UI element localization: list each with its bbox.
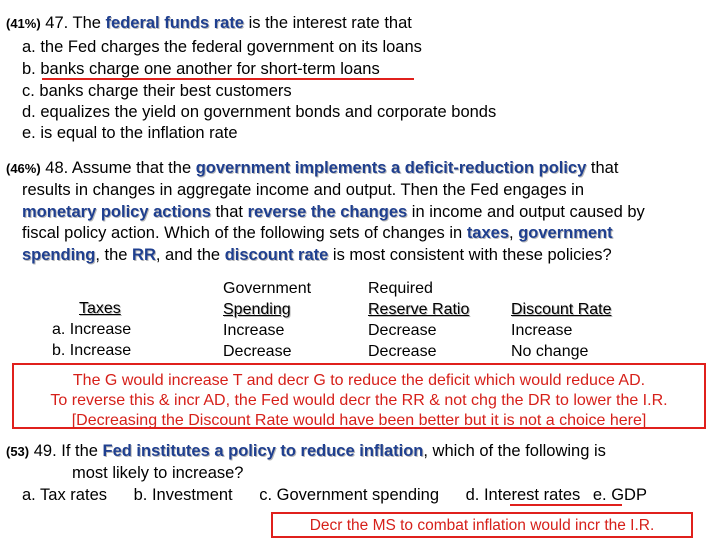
q47-choice-d: d. equalizes the yield on government bonds and corporate bonds <box>22 103 497 121</box>
q48-l3-b: in income and output caused by <box>407 203 645 221</box>
q49-line-2: most likely to increase? <box>72 464 244 482</box>
q49-explanation-box: Decr the MS to combat inflation would incr the I.R. <box>271 512 693 538</box>
q48-l4-a: fiscal policy action. Which of the following sets of changes in <box>22 224 467 242</box>
q48-l1-b: that <box>586 159 619 177</box>
q47-percent: (41%) <box>6 16 41 31</box>
q47-stem <box>6 13 412 34</box>
q47-stem-highlight: federal funds rate <box>105 14 244 32</box>
gov-header-1: Government <box>223 280 312 297</box>
q47-choice-a: a. the Fed charges the federal government on its loans <box>22 38 422 56</box>
row-b-gov: Decrease <box>223 343 292 360</box>
q48-percent: (46%) <box>6 161 41 176</box>
q49-percent: (53) <box>6 444 30 459</box>
q49-choice-a: a. Tax rates <box>22 486 107 504</box>
row-a-rr: Decrease <box>368 322 437 339</box>
q48-line-2: results in changes in aggregate income and output. Then the Fed engages in <box>22 181 584 199</box>
gov-header-2: Spending <box>223 301 291 318</box>
q48-l5-c: is most consistent with these policies? <box>328 246 612 264</box>
row-b-rr: Decrease <box>368 343 437 360</box>
q48-l5-highlight-1: spending <box>22 246 96 264</box>
q47-stem-a: 47. The <box>45 14 106 32</box>
q48-l3-a: that <box>210 203 248 221</box>
q49-choice-b: b. Investment <box>133 486 233 504</box>
row-b-label: b. Increase <box>52 342 132 359</box>
q49-line-1 <box>6 441 606 462</box>
q48-line-1 <box>6 158 618 179</box>
q49-l1-highlight: Fed institutes a policy to reduce inflation <box>102 442 424 460</box>
q48-explanation-line-1: The G would increase T and decr G to reduce the deficit which would reduce AD. <box>72 372 646 389</box>
q48-l4-highlight-1: taxes <box>466 224 510 242</box>
q48-line-3 <box>22 202 645 222</box>
q48-col-taxes <box>52 298 131 361</box>
rr-header-1: Required <box>368 280 433 297</box>
q48-explanation-line-2: To reverse this & incr AD, the Fed would decr the RR & not chg the DR to lower the I.R. <box>50 392 668 409</box>
q49-l1-b: , which of the following is <box>423 442 606 460</box>
q47-choice-b: b. banks charge one another for short-term loans <box>22 60 380 78</box>
q49-l1-a: 49. If the <box>33 442 103 460</box>
q49-answer-underline <box>510 504 622 506</box>
taxes-header: Taxes <box>79 300 121 317</box>
q48-explanation-box <box>12 363 706 429</box>
q48-line-5 <box>22 245 612 265</box>
row-a-label: a. Increase <box>52 321 132 338</box>
q49-choice-e: e. GDP <box>592 486 647 504</box>
q49-choice-d: d. Interest rates <box>465 486 581 504</box>
q48-col-government-spending <box>223 278 311 362</box>
q48-l4-b: , <box>509 224 519 242</box>
q48-line-4 <box>22 223 613 243</box>
row-a-gov: Increase <box>223 322 285 339</box>
row-a-dr: Increase <box>511 322 573 339</box>
q48-l5-highlight-2: RR <box>132 246 156 264</box>
q47-choice-e: e. is equal to the inflation rate <box>22 124 238 142</box>
dr-header: Discount Rate <box>511 301 612 318</box>
q48-explanation-line-3: [Decreasing the Discount Rate would have been better but it is not a choice here] <box>71 412 647 429</box>
q47-choice-c: c. banks charge their best customers <box>22 82 292 100</box>
q49-choices <box>22 485 712 505</box>
q48-l3-highlight-2: reverse the changes <box>247 203 408 221</box>
row-b-dr: No change <box>511 343 589 360</box>
q47-answer-underline <box>42 78 414 80</box>
q49-choice-c: c. Government spending <box>259 486 440 504</box>
q48-l4-highlight-2: government <box>518 224 613 242</box>
q48-l1-highlight: government implements a deficit-reduction policy <box>195 159 587 177</box>
rr-header-2: Reserve Ratio <box>368 301 470 318</box>
q48-col-discount-rate <box>511 299 612 362</box>
q48-l5-highlight-3: discount rate <box>224 246 329 264</box>
q48-l5-b: , and the <box>155 246 225 264</box>
q48-l3-highlight-1: monetary policy actions <box>22 203 211 221</box>
q48-col-required-reserve-ratio <box>368 278 469 362</box>
q48-l1-a: 48. Assume that the <box>45 159 196 177</box>
q48-l5-a: , the <box>95 246 133 264</box>
q47-stem-b: is the interest rate that <box>244 14 412 32</box>
